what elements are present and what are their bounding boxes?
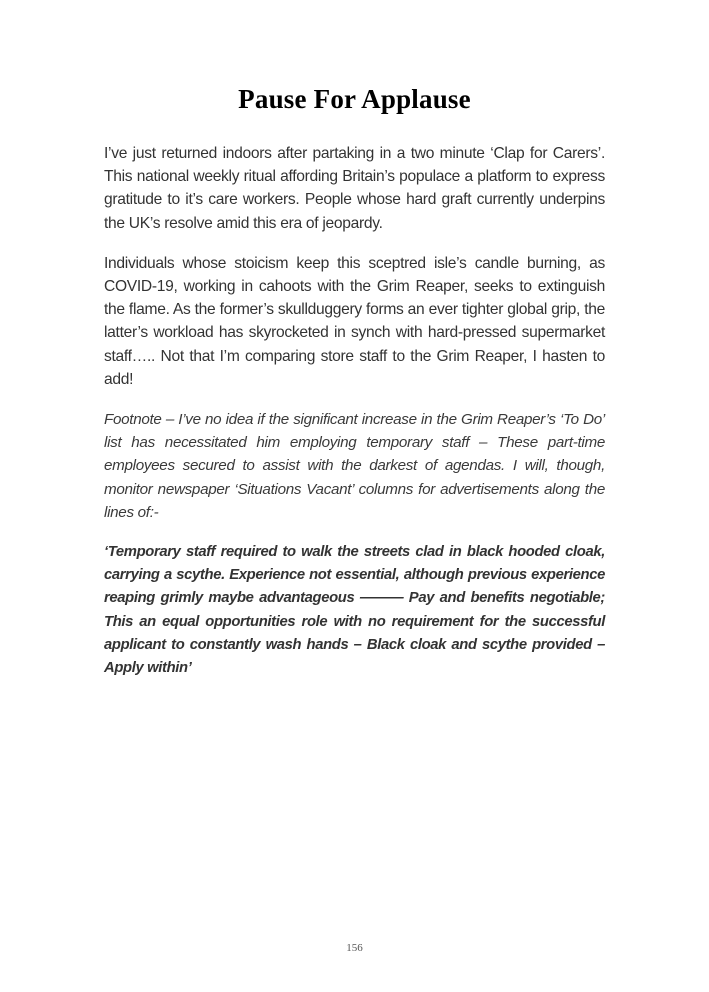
page-number: 156 [346, 942, 363, 954]
page-title: Pause For Applause [238, 84, 471, 114]
paragraph-2: Individuals whose stoicism keep this sceptred isle’s candle burning, as COVID-19, working in cahoots with the Grim Reaper, seeks to extinguish the flame. As the former’s skullduggery forms an ever tighter global grip, the latter’s workload has skyrocketed in synch with hard-pressed supermarket staff….. Not that I’m comparing store staff to the Grim Reaper, I hasten to add! [104, 254, 605, 388]
advert-paragraph: ‘Temporary staff required to walk the streets clad in black hooded cloak, carrying a scythe. Experience not essential, although previous experience reaping grimly maybe advantageous ——— Pay and benefits negotiable; This an equal opportunities role with no requirement for the successful applicant to constantly wash hands – Black cloak and scythe provided – Apply within’ [104, 544, 605, 677]
footnote-paragraph: Footnote – I’ve no idea if the significant increase in the Grim Reaper’s ‘To Do’ list has necessitated him employing temporary staff – These part-time employees secured to assist with the darkest of agendas. I will, though, monitor newspaper ‘Situations Vacant’ columns for advertisements along the lines of:- [104, 411, 605, 521]
paragraph-1: I’ve just returned indoors after partaking in a two minute ‘Clap for Carers’. This national weekly ritual affording Britain’s populace a platform to express gratitude to it’s care workers. People whose hard graft currently underpins the UK’s resolve amid this era of jeopardy. [104, 145, 605, 232]
body-text [104, 142, 605, 697]
